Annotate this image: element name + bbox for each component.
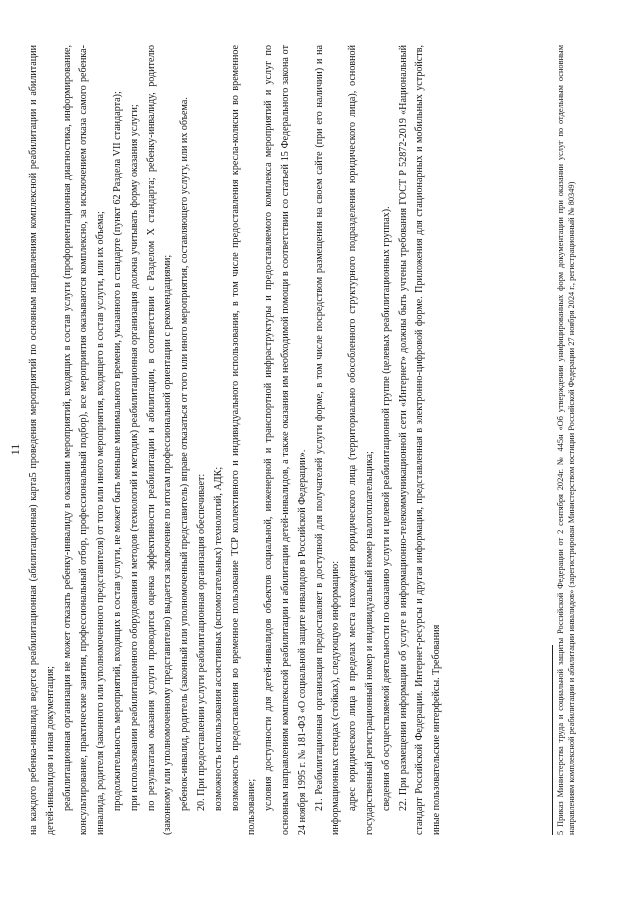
paragraph: сведения об осуществляемой деятельности по оказанию услуги и целевой реабилитационной группе (целевых реабилитационных группах).	[380, 206, 392, 811]
document-body	[26, 45, 446, 835]
paragraph: реабилитационная организация не может отказать ребенку-инвалиду в оказании мероприятий, входящих в состав услуги (профориентационная диагностика, информирование, консультирование, практические занятия, профессиональный отбор, профессиональный подбор), все мероприятия оказываются комплексно, за исключением отказа самого ребенка-инвалида, родителя (законного или уполномоченного представителя) от того или иного мероприятия, входящего в состав услуги, или их объема;	[61, 45, 107, 835]
paragraph: 22. При размещении информации об услуге в информационно-телекоммуникационной сети «Интернет» должны быть учтены требования ГОСТ Р 52872-2019 «Национальный стандарт Российской Федерации. Интернет-ресурсы и другая информация, представленная в электронно-цифровой форме. Приложения для стационарных и мобильных устройств, иные пользовательские интерфейсы. Требования	[397, 45, 443, 835]
paragraph: ребенок-инвалид, родитель (законный или уполномоченный представитель) вправе отказаться от того или иного мероприятия, составляющего услугу, или их объема.	[179, 97, 191, 811]
paragraph: продолжительность мероприятий, входящих в состав услуги, не может быть меньше минимального времени, указанного в стандарте (пункт 62 Раздела VII стандарта);	[111, 91, 123, 811]
paragraph: возможность использования ассистивных (вспомогательных) технологий, АДК;	[212, 466, 224, 811]
paragraph: при использовании реабилитационного оборудования и методов (технологий и методик) реабилитационная организация должна учитывать форму оказания услуги;	[128, 104, 140, 811]
footnote	[556, 45, 577, 835]
paragraph: по результатам оказания услуги проводится оценка эффективности реабилитации и абилитации, в соответствии с Разделом X стандарта; ребенку-инвалиду, родителю (законному или уполномоченному представителю) выдается заключение по итогам профессиональной ориентации с рекомендациями;	[145, 45, 174, 835]
paragraph: условия доступности для детей-инвалидов объектов социальной, инженерной и транспортной инфраструктуры и предоставляемого комплекса мероприятий и услуг по основным направлениям комплексной реабилитации и абилитации детей-инвалидов, а также оказания им необходимой помощи в соответствии со статьей 15 Федерального закона от 24 ноября 1995 г. № 181-ФЗ «О социальной защите инвалидов в Российской Федерации».	[263, 45, 308, 835]
footnote-separator	[552, 645, 553, 835]
paragraph: адрес юридического лица в пределах места нахождения юридического лица (территориально обособленного структурного подразделения юридического лица), основной государственный регистрационный номер и индивидуальный номер налогоплательщика;	[347, 45, 375, 835]
paragraph: на каждого ребенка-инвалида ведется реабилитационная (абилитационная) карта5 проведения мероприятий по основным направлениям комплексной реабилитации и абилитации детей-инвалидов и иная документация;	[28, 45, 56, 835]
page-number: 11	[8, 443, 22, 456]
footnote-text: 5 Приказ Министерства труда и социальной защиты Российской Федерации от 2 сентября 2024г. № 445н «Об утверждении унифицированных форм документации при оказании услуг по отдельным основным направлениям комплексной реабилитации и абилитации инвалидов» (зарегистрирован Министерством юстиции Российской Федерации 27 ноября 2024 г., регистрационный № 80349)	[556, 45, 576, 835]
paragraph: 20. При предоставлении услуги реабилитационная организация обеспечивает:	[195, 473, 207, 811]
paragraph: 21. Реабилитационная организация предоставляет в доступной для получателей услуги форме, в том числе посредством размещения на своем сайте (при его наличии) и на информационных стендах (стойках), следующую информацию:	[313, 45, 342, 835]
paragraph: возможность предоставления во временное пользование ТСР коллективного и индивидуального использования, в том числе предоставления кресла-коляски во временное пользование;	[229, 45, 258, 835]
